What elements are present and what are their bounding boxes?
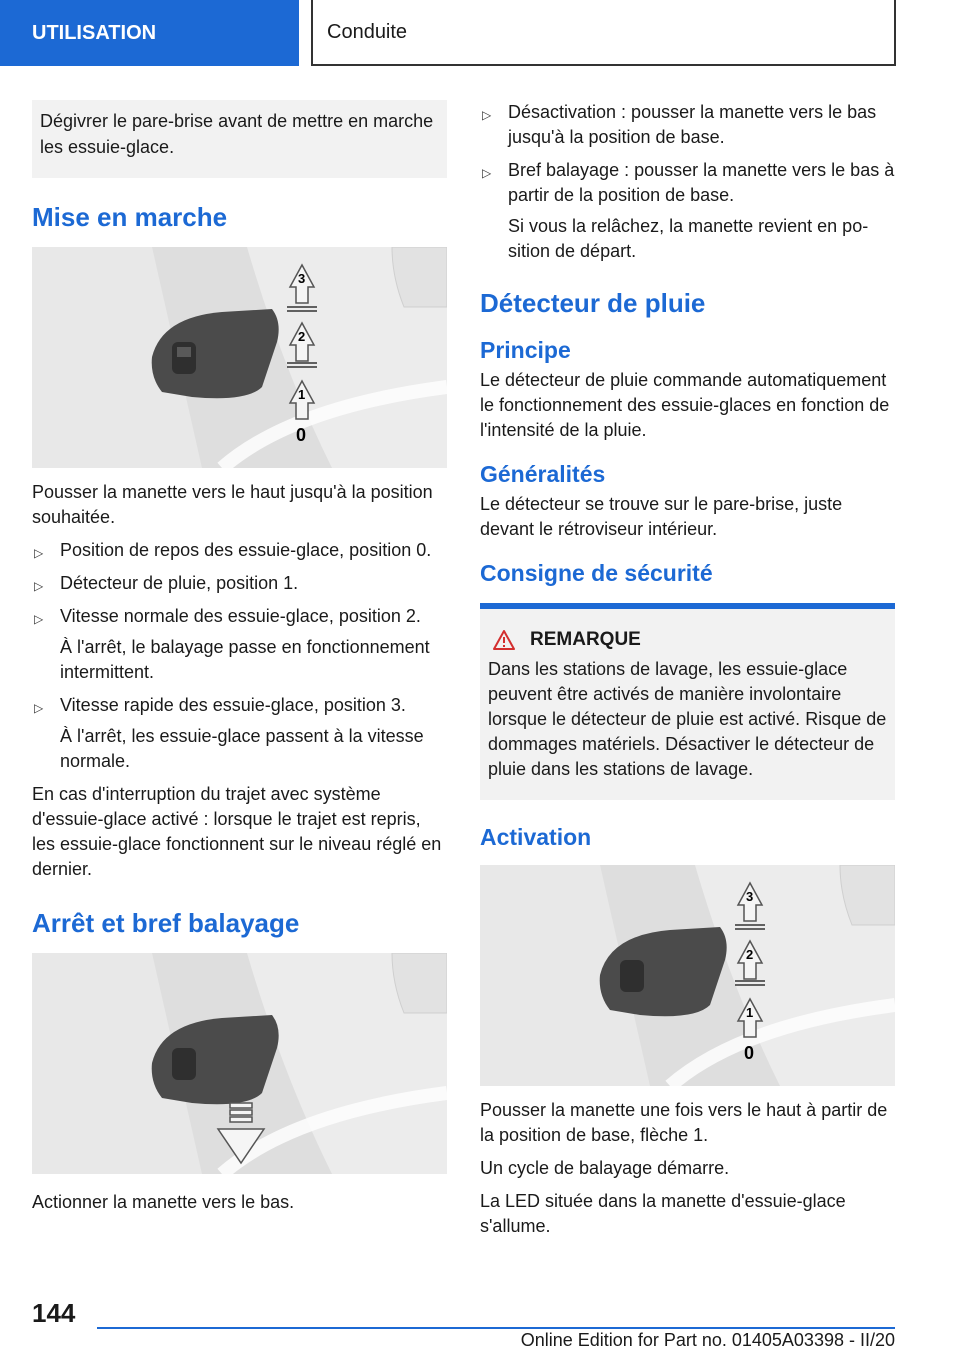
bullet-triangle-icon: ▷ — [482, 108, 492, 122]
warning-box — [480, 603, 895, 800]
list-item: ▷ Vitesse normale des essuie-glace, position 2. — [32, 604, 447, 629]
heading-principle: Principe — [480, 337, 571, 363]
heading-start: Mise en marche — [32, 202, 228, 232]
stop-list — [480, 100, 895, 208]
para-general: Le détecteur se trouve sur le pare-brise, juste devant le rétroviseur intérieur. — [480, 494, 843, 539]
list-item: ▷ Position de repos des essuie-glace, position 0. — [32, 538, 447, 563]
positions-list-cont — [32, 693, 447, 718]
page-number: 144 — [32, 1298, 76, 1328]
heading-stop: Arrêt et bref balayage — [32, 908, 300, 938]
right-column — [480, 100, 895, 1239]
positions-list — [32, 538, 447, 629]
header-section-tab — [0, 0, 299, 66]
label-pos-3: 3 — [298, 271, 306, 286]
para-push-up: Pousser la manette vers le haut jusqu'à la position souhaitée. — [32, 482, 433, 527]
warning-title — [488, 629, 887, 651]
header-section-title: UTILISATION — [32, 21, 157, 44]
lever-down-illustration — [32, 953, 447, 1174]
header-chapter-tab — [311, 0, 896, 66]
para-push-down: Actionner la manette vers le bas. — [32, 1192, 295, 1212]
label-pos-1: 1 — [298, 387, 306, 402]
footer-divider — [97, 1327, 895, 1329]
lever-positions-illustration — [32, 247, 447, 468]
sub-para-intermittent: À l'arrêt, le balayage passe en fonctionnement intermittent. — [60, 637, 430, 682]
label-pos-3: 3 — [746, 889, 754, 904]
warning-text: Dans les stations de lavage, les essuie-glace peuvent être activés de manière involontaire lorsque le détecteur de pluie est activé. Risque de dommages matériels. Désactiver le détecteur de pluie dans les stations de lavage. — [488, 659, 887, 779]
list-item: ▷ Détecteur de pluie, position 1. — [32, 571, 447, 596]
heading-rain-sensor: Détecteur de pluie — [480, 288, 706, 318]
label-pos-1: 1 — [746, 1005, 754, 1020]
warning-triangle-icon — [492, 629, 516, 651]
para-activation-3: La LED située dans la manette d'essuie-glace s'allume. — [480, 1191, 846, 1236]
sub-para-normal-speed: À l'arrêt, les essuie-glace passent à la vitesse normale. — [60, 726, 424, 771]
list-item: ▷ Désactivation : pousser la manette vers le bas jusqu'à la position de base. — [482, 102, 877, 147]
para-interruption: En cas d'interruption du trajet avec système d'essuie-glace activé : lorsque le trajet est repris, les essuie-glace fonctionnent sur le niveau réglé en dernier. — [32, 784, 442, 879]
label-pos-0: 0 — [296, 425, 307, 445]
footer-edition: Online Edition for Part no. 01405A03398 - II/20 — [520, 1330, 895, 1350]
defrost-note-text: Dégivrer le pare-brise avant de mettre en marche les essuie-glace. — [40, 111, 434, 157]
list-item: ▷ Bref balayage : pousser la manette vers le bas à partir de la position de base. — [482, 160, 895, 205]
label-pos-2: 2 — [298, 329, 306, 344]
bullet-triangle-icon: ▷ — [34, 612, 44, 626]
list-item: ▷ Vitesse rapide des essuie-glace, position 3. — [32, 693, 447, 718]
bullet-triangle-icon: ▷ — [34, 701, 44, 715]
figure-lever-positions — [32, 247, 447, 468]
para-activation-2: Un cycle de balayage démarre. — [480, 1158, 730, 1178]
warning-title-text: REMARQUE — [530, 629, 641, 650]
header-chapter-title: Conduite — [327, 20, 408, 43]
left-column — [32, 100, 447, 1215]
sub-para-return: Si vous la relâchez, la manette revient en position de départ. — [508, 216, 869, 261]
defrost-note — [32, 100, 447, 178]
para-activation-1: Pousser la manette une fois vers le haut à partir de la position de base, flèche 1. — [480, 1100, 888, 1145]
bullet-triangle-icon: ▷ — [482, 166, 492, 180]
heading-safety: Consigne de sécurité — [480, 560, 713, 586]
figure-lever-down — [32, 953, 447, 1174]
label-pos-2: 2 — [746, 947, 754, 962]
bullet-triangle-icon: ▷ — [34, 579, 44, 593]
label-pos-0: 0 — [744, 1043, 755, 1063]
lever-activation-illustration — [480, 865, 895, 1086]
bullet-triangle-icon: ▷ — [34, 546, 44, 560]
figure-lever-activation — [480, 865, 895, 1086]
heading-general: Généralités — [480, 461, 606, 487]
heading-activation: Activation — [480, 824, 592, 850]
para-principle: Le détecteur de pluie commande automatiquement le fonctionnement des essuie-glaces en fonction de l'intensité de la pluie. — [480, 370, 890, 440]
